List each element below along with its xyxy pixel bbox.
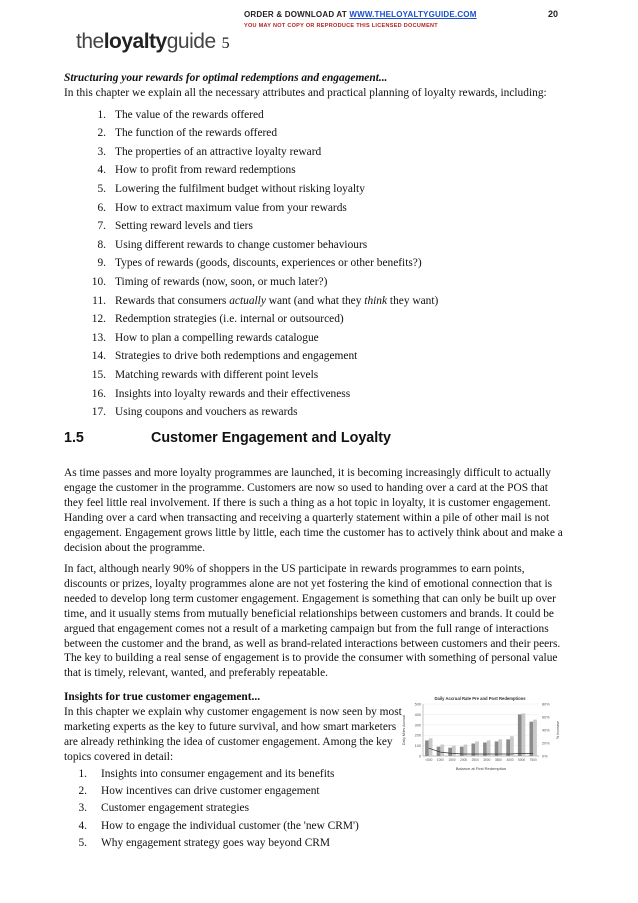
x-tick-label: 7500	[529, 758, 537, 762]
list-item-text: How incentives can drive customer engagement	[101, 785, 320, 798]
list-item-text: Redemption strategies (i.e. internal or outsourced)	[115, 313, 344, 326]
y2-tick-label: 20%	[542, 741, 550, 746]
list-item-number: 1.	[97, 108, 106, 121]
intro-list-item	[64, 199, 574, 218]
order-url-link[interactable]: WWW.THELOYALTYGUIDE.COM	[349, 10, 477, 19]
list-item-number: 4.	[97, 164, 106, 177]
intro-list-item	[64, 273, 574, 292]
list-item-text: How to engage the individual customer (the 'new CRM')	[101, 819, 359, 832]
y2-axis-label: % Increase	[556, 721, 560, 739]
intro-list-item	[64, 236, 574, 255]
x-tick-label: 5000	[518, 758, 526, 762]
intro-list-item	[64, 385, 574, 404]
list-item-text: Timing of rewards (now, soon, or much later?)	[115, 275, 328, 288]
intro-list-item	[64, 403, 574, 422]
list-item-text: Types of rewards (goods, discounts, experiences or other benefits?)	[115, 257, 422, 270]
list-item-text: How to plan a compelling rewards catalogue	[115, 331, 319, 344]
list-item-number: 10.	[91, 275, 106, 288]
intro-list-item	[64, 143, 574, 162]
list-item-text: The function of the rewards offered	[115, 127, 278, 140]
insights-list-item	[64, 783, 359, 800]
y-tick-label: 500	[414, 702, 421, 707]
list-item-text: Customer engagement strategies	[101, 802, 250, 815]
list-item-number: 5.	[78, 836, 87, 849]
intro-list-item	[64, 124, 574, 143]
list-item-text: The properties of an attractive loyalty reward	[115, 145, 322, 158]
intro-topic-list	[64, 106, 574, 422]
x-tick-label: 2500	[471, 758, 479, 762]
list-item-number: 17.	[91, 406, 106, 419]
list-item-text: How to extract maximum value from your rewards	[115, 201, 347, 214]
insights-block	[64, 690, 404, 765]
list-item-number: 9.	[97, 257, 106, 270]
chart-bar	[452, 746, 456, 756]
intro-subheading: Structuring your rewards for optimal redemptions and engagement...	[64, 72, 388, 84]
x-tick-label: 1500	[448, 758, 456, 762]
list-item-text: Using coupons and vouchers as rewards	[115, 406, 298, 419]
intro-list-item	[64, 366, 574, 385]
intro-list-item	[64, 310, 574, 329]
section-paragraph-2: In fact, although nearly 90% of shoppers in the US participate in rewards programmes to earn points, discounts or prizes, loyalty programmes alone are not yet fostering the kind of emotional connection that is needed to develop long term customer engagement. Engagement is something that can only be built up over time, and it usually stems from mutually beneficial relationships between customers and brands. It could be argued that engagement comes not a result of a marketing campaign but from the full range of interactions between the customer and the brand, as well as brand-related interactions between customers and their peers. The key to building a real sense of engagement is to provide the consumer with something of personal value that is timely, relevant, wanted, and preferably repeatable.	[64, 563, 561, 680]
list-item-number: 4.	[78, 819, 87, 832]
page-header	[0, 0, 638, 60]
chart-bar	[506, 739, 510, 756]
chart-bar	[522, 713, 526, 756]
chart-bar	[448, 748, 452, 756]
x-tick-label: <500	[425, 758, 433, 762]
list-item-number: 11.	[92, 294, 106, 307]
chart-bar	[529, 722, 533, 756]
y-tick-label: 400	[414, 712, 421, 717]
list-item-number: 14.	[91, 350, 106, 363]
chart-increase-line	[429, 748, 533, 754]
list-item-text: Insights into loyalty rewards and their effectiveness	[115, 387, 351, 400]
chart-bar	[440, 745, 444, 756]
intro-block	[64, 71, 574, 422]
x-tick-label: 3500	[494, 758, 502, 762]
header-notice-block	[244, 10, 477, 29]
list-item-number: 6.	[97, 201, 106, 214]
list-item-text: Lowering the fulfilment budget without risking loyalty	[115, 182, 365, 195]
list-item-text-part: want (and what they	[265, 294, 365, 307]
chart-bar	[518, 714, 522, 756]
intro-list-item	[64, 329, 574, 348]
list-item-text: Why engagement strategy goes way beyond CRM	[101, 836, 331, 849]
chart-bar	[425, 740, 429, 756]
emphasis-text: think	[364, 294, 388, 307]
section-number: 1.5	[64, 430, 84, 446]
intro-list-item	[64, 106, 574, 125]
intro-list-item	[64, 217, 574, 236]
copy-notice: YOU MAY NOT COPY OR REPRODUCE THIS LICENSED DOCUMENT	[244, 23, 438, 29]
chart-title: Daily Accrual Rate Pre and Post Redemptions	[434, 696, 526, 701]
intro-list-item	[64, 347, 574, 366]
list-item-text: Strategies to drive both redemptions and engagement	[115, 350, 358, 363]
section-heading	[64, 430, 391, 446]
insights-list-item	[64, 800, 359, 817]
list-item-text	[115, 292, 438, 311]
list-item-number: 16.	[91, 387, 106, 400]
page-number: 20	[548, 9, 559, 19]
insights-title: Insights for true customer engagement...	[64, 691, 261, 703]
x-axis-label: Balance at First Redemption	[455, 766, 507, 771]
intro-list-item	[64, 180, 574, 199]
chart-bar	[533, 720, 537, 756]
chart-bar	[429, 738, 433, 756]
list-item-text-part: they want)	[387, 294, 439, 307]
list-item-number: 12.	[91, 313, 106, 326]
accrual-rate-chart	[397, 694, 563, 776]
list-item-text: The value of the rewards offered	[115, 108, 264, 121]
list-item-number: 8.	[97, 238, 106, 251]
y2-tick-label: 60%	[542, 715, 550, 720]
y2-tick-label: 80%	[542, 702, 550, 707]
emphasis-text: actually	[229, 294, 266, 307]
insights-topic-list	[64, 766, 359, 852]
list-item-number: 15.	[91, 368, 106, 381]
chart-bar	[460, 747, 464, 756]
x-tick-label: 1000	[436, 758, 444, 762]
list-item-text: Using different rewards to change customer behaviours	[115, 238, 368, 251]
chart-bar	[510, 736, 514, 756]
list-item-text: Matching rewards with different point levels	[115, 368, 319, 381]
y-tick-label: 0	[418, 754, 421, 759]
list-item-text: Setting reward levels and tiers	[115, 220, 253, 233]
intro-list-item	[64, 254, 574, 273]
list-item-text-part: Rewards that consumers	[115, 294, 230, 307]
list-item-number: 3.	[78, 802, 87, 815]
x-tick-label: 2000	[460, 758, 468, 762]
insights-list-item	[64, 835, 359, 852]
list-item-number: 7.	[97, 220, 106, 233]
list-item-number: 5.	[97, 182, 106, 195]
x-tick-label: 3000	[483, 758, 491, 762]
list-item-text: Insights into consumer engagement and its benefits	[101, 768, 335, 780]
list-item-text: How to profit from reward redemptions	[115, 164, 296, 177]
y2-tick-label: 0%	[542, 754, 548, 759]
section-title: Customer Engagement and Loyalty	[151, 430, 391, 446]
y-tick-label: 100	[414, 744, 421, 749]
insights-list-item	[64, 818, 359, 835]
y-tick-label: 200	[414, 733, 421, 738]
intro-lead: In this chapter we explain all the necessary attributes and practical planning of loyalty rewards, including:	[64, 87, 547, 100]
insights-list-item	[64, 766, 359, 783]
list-item-number: 2.	[78, 785, 87, 798]
chart-bar	[498, 739, 502, 756]
intro-list-item	[64, 292, 574, 311]
list-item-number: 3.	[97, 145, 106, 158]
intro-list-item	[64, 161, 574, 180]
section-paragraph-1: As time passes and more loyalty programmes are launched, it is becoming increasingly difficult to actually engage the customer in the programme. Customers are now so used to handing over a card at the POS that they feel little real involvement. If there is such a thing as a hot topic in loyalty, it is customer engagement. Handing over a card when transacting and receiving a quarterly statement within a pile of other mail is not engagement. Engagement grows little by little, each time the customer has to actively think about and make a decision about the programme.	[64, 467, 563, 554]
list-item-number: 2.	[97, 127, 106, 140]
order-download-line: ORDER & DOWNLOAD AT WWW.THELOYALTYGUIDE.COM	[244, 10, 477, 19]
chart-svg	[397, 694, 563, 776]
loyalty-guide-logo: theloyaltyguide 5	[76, 30, 230, 53]
x-tick-label: 4000	[506, 758, 514, 762]
list-item-number: 1.	[78, 768, 87, 780]
list-item-number: 13.	[91, 331, 106, 344]
y-axis-label: Daily Miles Accrual	[402, 714, 406, 746]
y-tick-label: 300	[414, 723, 421, 728]
y2-tick-label: 40%	[542, 728, 550, 733]
insights-body: In this chapter we explain why customer engagement is now seen by most marketing experts as the key to future survival, and how smart marketers are already rethinking the idea of customer engagement. Among the key topics covered in detail:	[64, 705, 402, 763]
